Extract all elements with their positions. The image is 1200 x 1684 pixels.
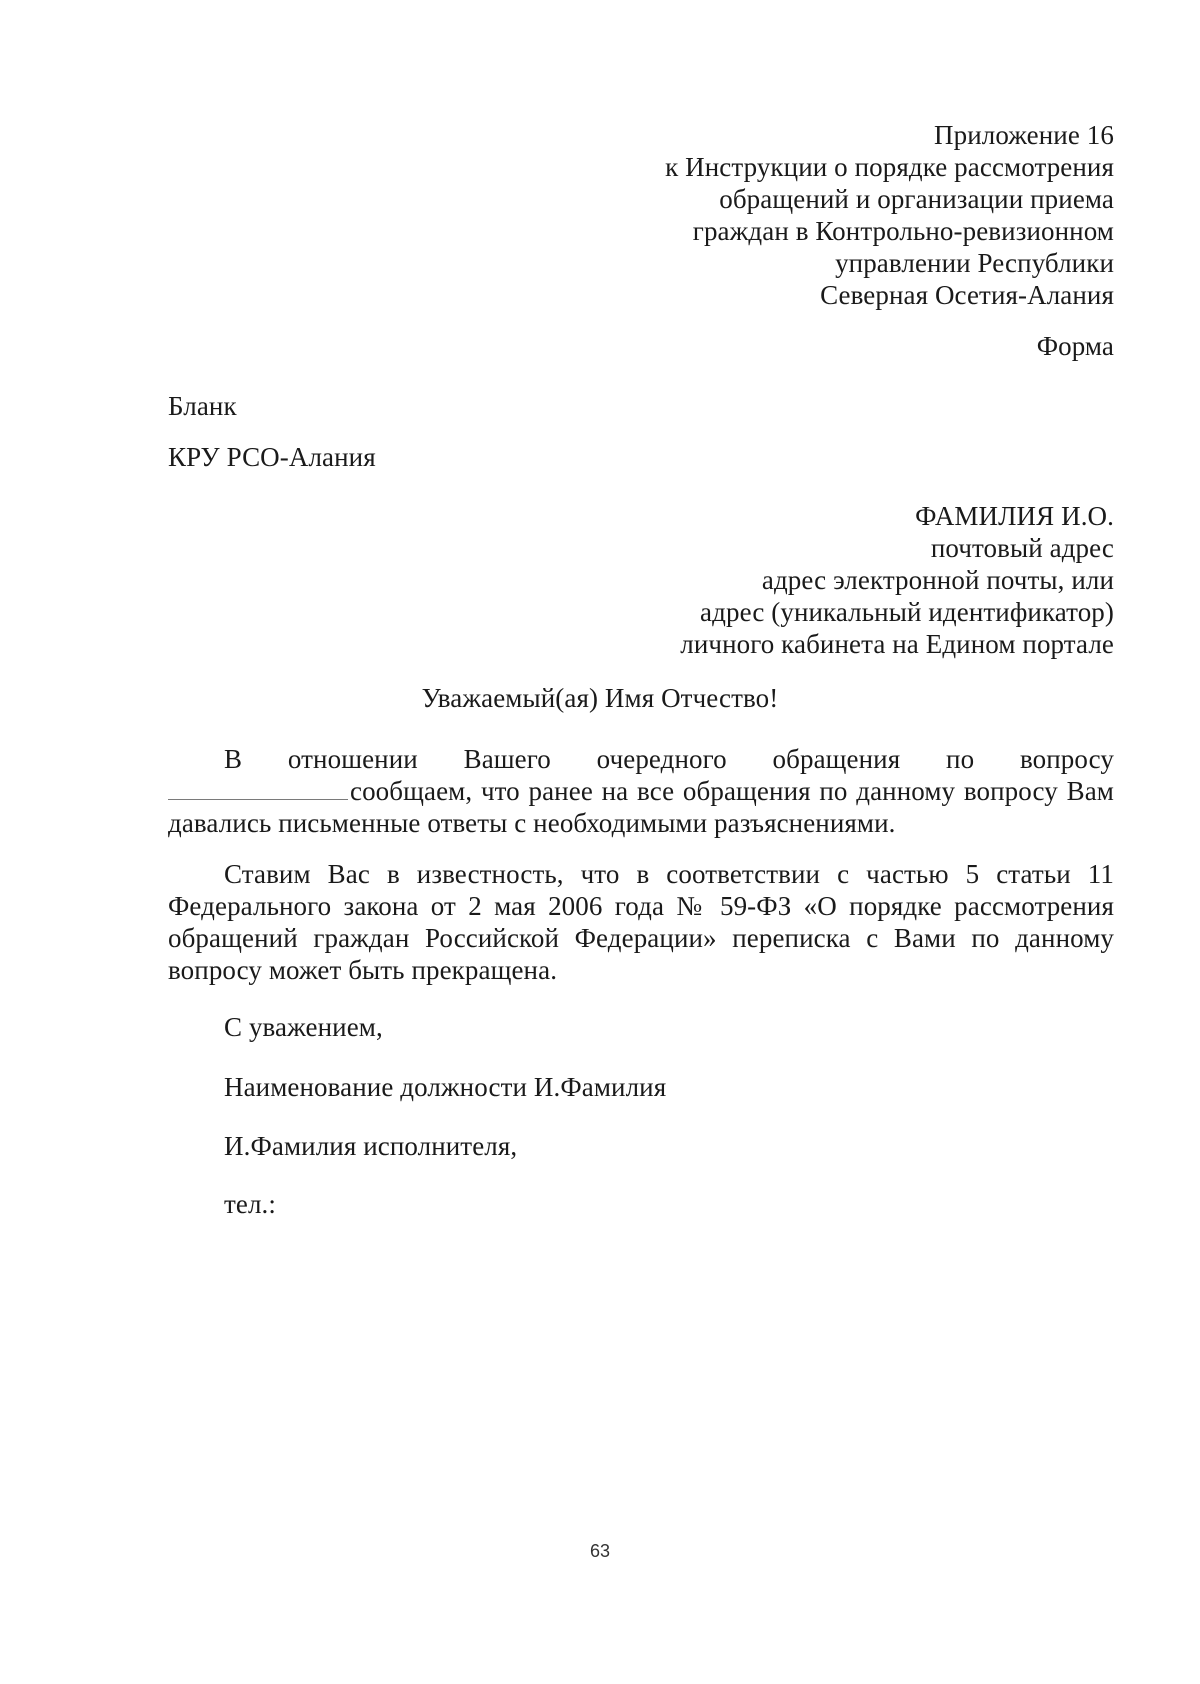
greeting: Уважаемый(ая) Имя Отчество! xyxy=(421,683,779,713)
annex-line: граждан в Контрольно-ревизионном xyxy=(692,216,1114,246)
annex-line: Северная Осетия-Алания xyxy=(820,280,1114,310)
annex-line: обращений и организации приема xyxy=(719,184,1114,214)
addressee-block xyxy=(680,500,1114,660)
paragraph-2 xyxy=(168,858,1114,986)
paragraph-1-continuation xyxy=(168,775,1114,839)
annex-line: к Инструкции о порядке рассмотрения xyxy=(665,152,1114,182)
annex-header xyxy=(665,119,1114,311)
paragraph-1 xyxy=(168,743,1114,839)
paragraph-1-first-line: В отношении Вашего очередного обращения по вопросу xyxy=(224,744,1114,774)
addressee-line: адрес электронной почты, или xyxy=(761,565,1114,595)
executor: И.Фамилия исполнителя, xyxy=(224,1131,518,1161)
addressee-line: почтовый адрес xyxy=(930,533,1114,563)
paragraph-1-rest: сообщаем, что ранее на все обращения по данному вопросу Вам давались письменные ответы с необходимыми разъяснениями. xyxy=(168,776,1114,838)
paragraph-2-text: Ставим Вас в известность, что в соответствии с частью 5 статьи 11 Федерального закона от 2 мая 2006 года № 59-ФЗ «О порядке рассмотрения обращений граждан Российской Федерации» переписка с Вами по данному вопросу может быть прекращена. xyxy=(168,859,1114,985)
page-number: 63 xyxy=(589,1541,611,1561)
closing-regards: С уважением, xyxy=(224,1012,383,1042)
sender-organization: КРУ РСО-Алания xyxy=(168,442,376,472)
phone-label: тел.: xyxy=(224,1189,277,1219)
addressee-name: ФАМИЛИЯ И.О. xyxy=(915,501,1114,531)
form-label: Форма xyxy=(1036,331,1114,361)
addressee-line: адрес (уникальный идентификатор) xyxy=(700,597,1114,627)
blank-fill-field xyxy=(168,777,348,800)
addressee-line: личного кабинета на Едином портале xyxy=(680,629,1114,659)
signatory: Наименование должности И.Фамилия xyxy=(224,1072,667,1102)
annex-line: управлении Республики xyxy=(835,248,1114,278)
blank-label: Бланк xyxy=(168,391,237,421)
annex-line: Приложение 16 xyxy=(934,120,1114,150)
